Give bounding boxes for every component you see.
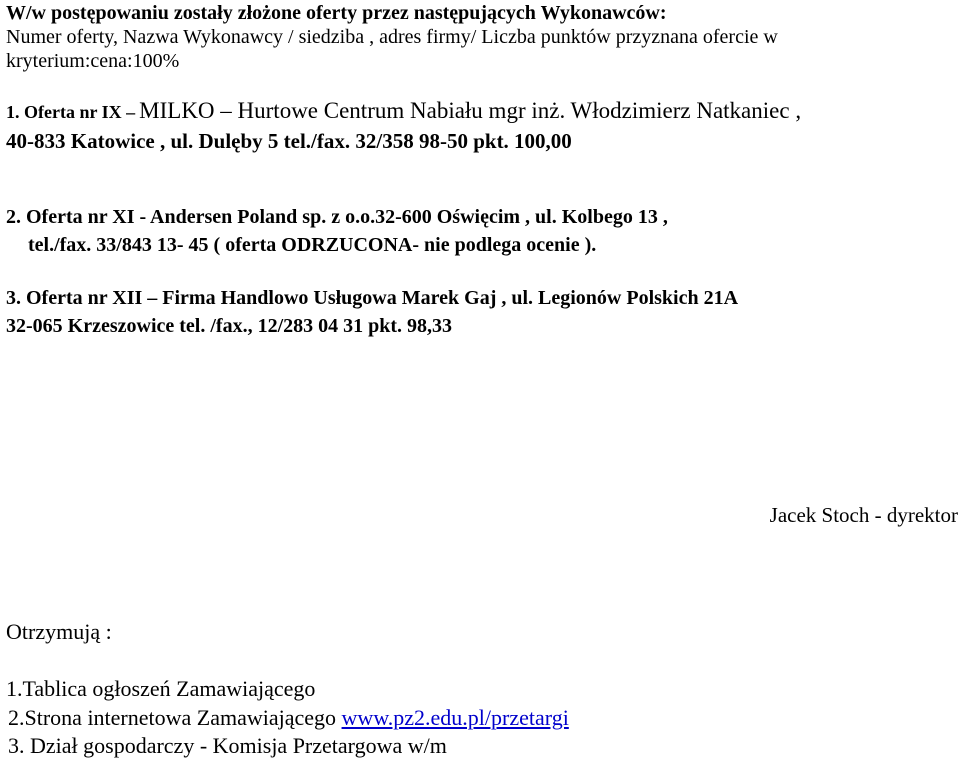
offer-1-prefix: 1. Oferta nr IX – [6,102,136,122]
recipients-heading: Otrzymują : [6,619,112,644]
recipient-3: 3. Dział gospodarczy - Komisja Przetargowa w/m [8,733,447,758]
recipient-1: 1.Tablica ogłoszeń Zamawiającego [6,676,316,701]
offer-3-line-2: 32-065 Krzeszowice tel. /fax., 12/283 04 31 pkt. 98,33 [6,315,453,337]
signature: Jacek Stoch - dyrektor [769,503,958,527]
intro-line-2: Numer oferty, Nazwa Wykonawcy / siedziba , adres firmy/ Liczba punktów przyznana ofercie w [6,26,778,48]
offer-1-line-2: 40-833 Katowice , ul. Dulęby 5 tel./fax. 32/358 98-50 pkt. 100,00 [6,129,572,153]
intro-heading: W/w postępowaniu zostały złożone oferty przez następujących Wykonawców: [6,2,667,24]
offer-1-line-1 [6,98,801,124]
intro-line-3: kryterium:cena:100% [6,50,180,72]
recipient-2-text: 2.Strona internetowa Zamawiającego [8,705,337,730]
przetargi-link[interactable]: www.pz2.edu.pl/przetargi [341,705,569,730]
offer-1-name: MILKO – Hurtowe Centrum Nabiału mgr inż. Włodzimierz Natkaniec , [139,98,802,123]
recipient-2 [8,705,569,731]
offer-2-line-1: 2. Oferta nr XI - Andersen Poland sp. z o.o.32-600 Oświęcim , ul. Kolbego 13 , [6,206,668,228]
offer-3-line-1: 3. Oferta nr XII – Firma Handlowo Usługowa Marek Gaj , ul. Legionów Polskich 21A [6,287,739,309]
offer-2-line-2: tel./fax. 33/843 13- 45 ( oferta ODRZUCONA- nie podlega ocenie ). [28,234,597,256]
